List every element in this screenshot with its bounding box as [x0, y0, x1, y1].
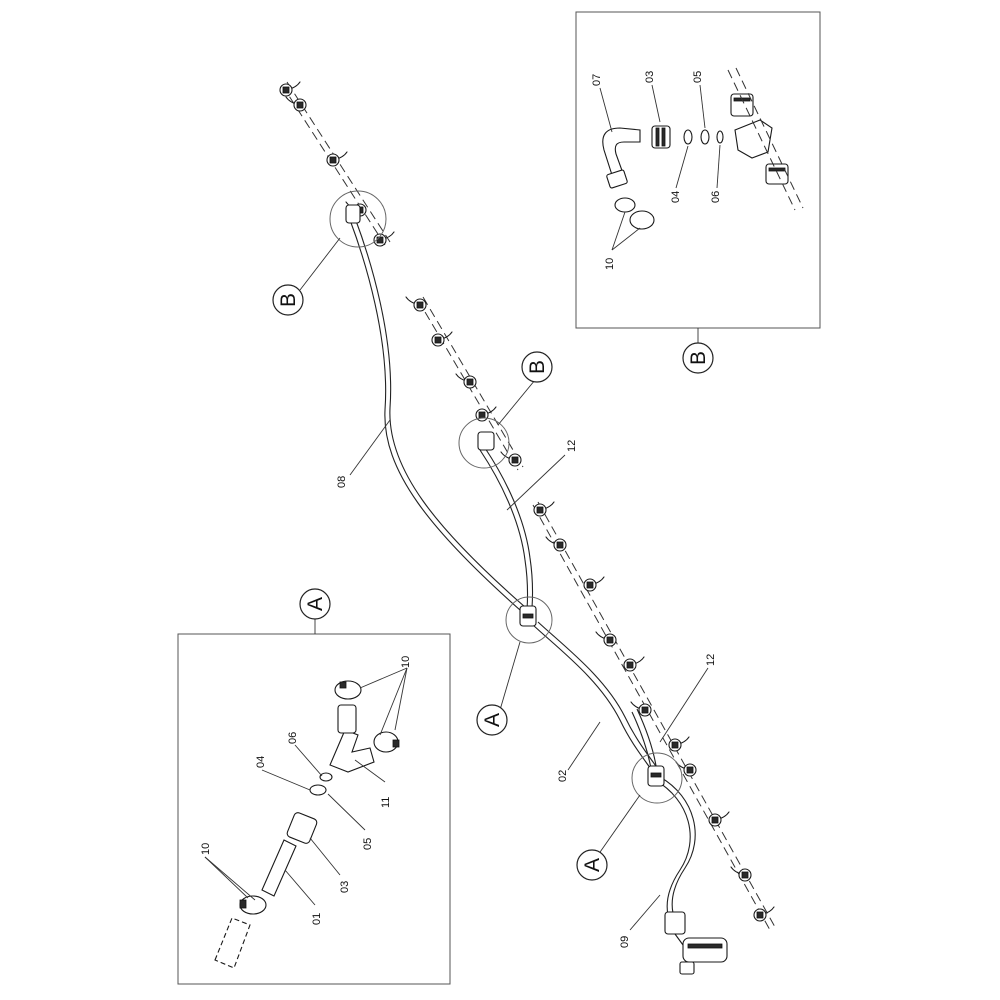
label-hose-09: 09 — [619, 935, 631, 948]
nozzle-fitting — [676, 762, 696, 776]
callout-a-left-text: A — [481, 712, 504, 728]
nozzle-fitting — [596, 632, 616, 646]
nozzle-fitting — [501, 452, 521, 466]
nozzle-fitting — [432, 332, 452, 346]
hose-12-upper — [480, 448, 533, 610]
hose-09 — [655, 777, 695, 915]
nozzle-fitting — [631, 702, 651, 716]
callout-detail-a-text: A — [304, 596, 327, 612]
callout-b-middle-text: B — [526, 359, 549, 375]
nozzle-fitting — [584, 577, 604, 591]
hose-02 — [533, 622, 660, 775]
detail-a-label-10-left: 10 — [200, 842, 212, 855]
tee-fitting-center — [520, 606, 536, 626]
tee-fitting-upper — [478, 432, 494, 450]
callout-detail-b — [683, 343, 713, 373]
nozzle-fitting — [286, 97, 306, 111]
detail-a-label-06: 06 — [287, 731, 299, 744]
callout-detail-b-text: B — [687, 350, 710, 366]
nozzle-fitting — [731, 867, 751, 881]
boom-lower — [533, 502, 775, 930]
detail-b-label-03: 03 — [644, 70, 656, 83]
label-hose-12-upper: 12 — [566, 439, 578, 452]
detail-b-label-10: 10 — [604, 257, 616, 270]
detail-b-label-07: 07 — [591, 73, 603, 86]
detail-a — [178, 589, 450, 984]
nozzle-fitting — [327, 152, 347, 166]
callout-a-lower — [577, 850, 607, 880]
callout-detail-a — [300, 589, 330, 619]
nozzle-fitting — [624, 657, 644, 671]
detail-a-label-04: 04 — [255, 755, 267, 768]
callout-b-middle — [522, 352, 552, 382]
nozzle-fitting — [534, 502, 554, 516]
detail-b-label-06: 06 — [710, 190, 722, 203]
callout-a-lower-text: A — [581, 857, 604, 873]
detail-a-label-10-top: 10 — [400, 655, 412, 668]
pump-unit — [665, 912, 727, 974]
detail-a-label-01: 01 — [311, 912, 323, 925]
label-hose-02: 02 — [557, 769, 569, 782]
detail-a-label-11: 11 — [380, 796, 392, 808]
hose-08 — [350, 218, 525, 610]
tee-fitting-lower — [648, 766, 664, 786]
detail-a-label-03: 03 — [339, 880, 351, 893]
callout-b-upper-text: B — [277, 292, 300, 308]
detail-a-label-05: 05 — [362, 837, 374, 850]
detail-b — [576, 12, 820, 373]
nozzle-fitting — [406, 297, 426, 311]
tee-fitting-top — [346, 205, 360, 223]
detail-b-label-05: 05 — [692, 70, 704, 83]
nozzle-fitting — [280, 82, 300, 96]
callout-b-upper — [273, 285, 303, 315]
callout-a-left — [477, 705, 507, 735]
nozzle-fitting — [546, 537, 566, 551]
nozzle-fitting — [456, 374, 476, 388]
nozzle-fitting — [669, 737, 689, 751]
detail-b-label-04: 04 — [670, 190, 682, 203]
label-hose-12-lower: 12 — [705, 653, 717, 666]
label-hose-08: 08 — [336, 475, 348, 488]
